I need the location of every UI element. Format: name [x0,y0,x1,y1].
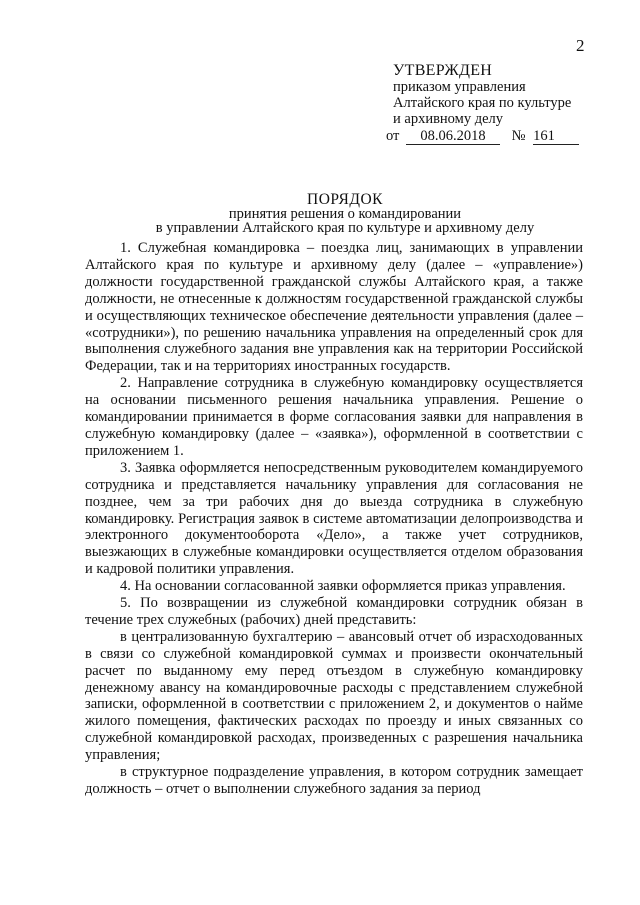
approval-date: 08.06.2018 [406,128,500,145]
paragraph-5-item-accounting: в централизованную бухгалтерию – авансовый отчет об израсходованных в связи со служебной командировкой суммах и произвести окончательный расчет по выданному ему перед отъездом в служебную командировку денежному авансу на командировочные расходы с представлением служебной записки, оформленной в соответствии с приложением 2, и документов о найме жилого помещения, фактических расходах по проезду и иных связанных со служебной командировкой расходах, произведенных с разрешения начальника управления; [85,628,583,764]
approval-date-prefix: от [386,128,400,144]
document-title-block [100,193,590,235]
approval-heading: УТВЕРЖДЕН [393,62,493,79]
paragraph-4: 4. На основании согласованной заявки оформляется приказ управления. [120,578,566,595]
approval-order-row [386,128,579,145]
approval-number-label: № [511,128,526,144]
paragraph-1: 1. Служебная командировка – поездка лиц, занимающих в управлении Алтайского края по культуре и архивному делу (далее – «управление») должности государственной гражданской службы Алтайского края, а также должности, не отнесенные к должностям государственной гражданской службы и осуществляющих техническое обеспечение деятельности управления (далее – «сотрудники»), по решению начальника управления на определенный срок для выполнения служебного задания вне управления как на территории Российской Федерации, так и на территориях иностранных государств. [85,240,583,375]
approval-line: приказом управления [393,79,526,95]
paragraph-5: 5. По возвращении из служебной командировки сотрудник обязан в течение трех служебных (рабочих) дней представить: [85,595,583,628]
document-body [85,240,583,798]
paragraph-2: 2. Направление сотрудника в служебную командировку осуществляется на основании письменного решения начальника управления. Решение о командировании принимается в форме согласования заявки для направления в служебную командировку (далее – «заявка»), оформленной в соответствии с приложением 1. [85,375,583,459]
approval-line: Алтайского края по культуре [393,95,572,111]
document-title: ПОРЯДОК [307,191,383,208]
page-number: 2 [576,36,585,55]
approval-stamp-block [386,62,579,145]
document-subtitle-line: принятия решения о командировании [228,206,462,222]
paragraph-3: 3. Заявка оформляется непосредственным руководителем командируемого сотрудника и представляется начальнику управления для согласования не позднее, чем за три рабочих дня до выезда сотрудника в служебную командировку. Регистрация заявок в системе автоматизации делопроизводства и электронного документооборота «Дело», а также учет сотрудников, выезжающих в служебные командировки осуществляется отделом образования и кадровой политики управления. [85,459,583,578]
document-subtitle-line: в управлении Алтайского края по культуре и архивному делу [155,220,535,236]
paragraph-5-item-department: в структурное подразделение управления, в котором сотрудник замещает должность – отчет о выполнении служебного задания за период [85,764,583,797]
approval-line: и архивному делу [393,111,504,127]
approval-number: 161 [533,128,579,145]
